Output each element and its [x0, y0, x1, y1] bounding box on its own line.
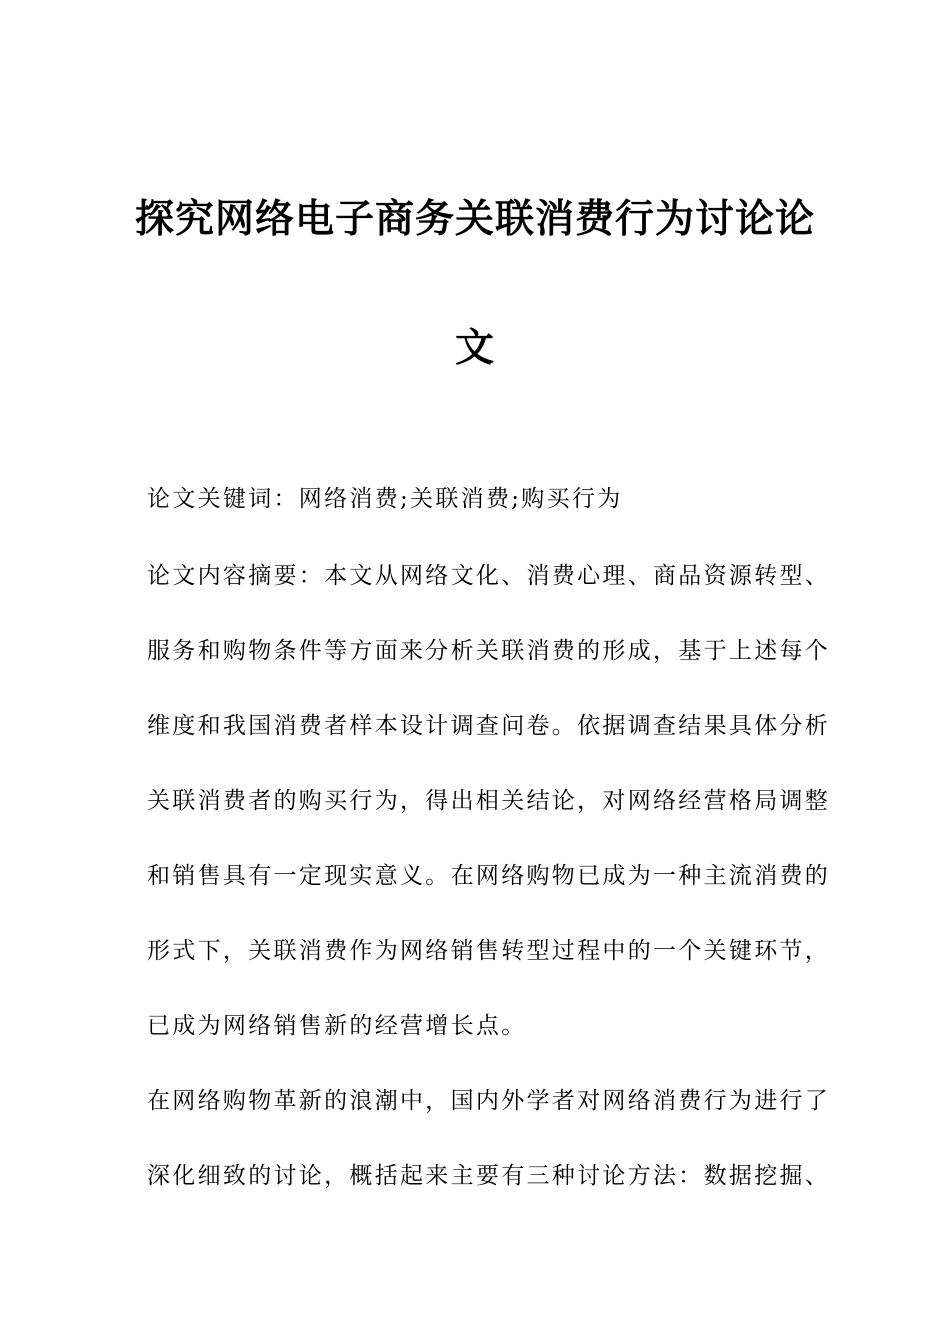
text-line: 深化细致的讨论，概括起来主要有三种讨论方法：数据挖掘、 — [147, 1163, 831, 1189]
text-line: 关联消费者的购买行为，得出相关结论，对网络经营格局调整 — [147, 788, 831, 814]
keywords-line: 论文关键词：网络消费;关联消费;购买行为 — [147, 486, 623, 512]
text-line: 和销售具有一定现实意义。在网络购物已成为一种主流消费的 — [147, 863, 831, 889]
text-line: 维度和我国消费者样本设计调查问卷。依据调查结果具体分析 — [147, 713, 831, 739]
document-title-line-2: 文 — [454, 326, 495, 371]
text-line: 形式下，关联消费作为网络销售转型过程中的一个关键环节， — [147, 938, 831, 964]
text-line: 在网络购物革新的浪潮中，国内外学者对网络消费行为进行了 — [147, 1088, 831, 1114]
text-line: 已成为网络销售新的经营增长点。 — [147, 1013, 527, 1039]
text-line: 论文内容摘要：本文从网络文化、消费心理、商品资源转型、 — [147, 563, 831, 589]
text-line: 服务和购物条件等方面来分析关联消费的形成，基于上述每个 — [147, 638, 831, 664]
document-title-line-1: 探究网络电子商务关联消费行为讨论论 — [134, 197, 815, 242]
